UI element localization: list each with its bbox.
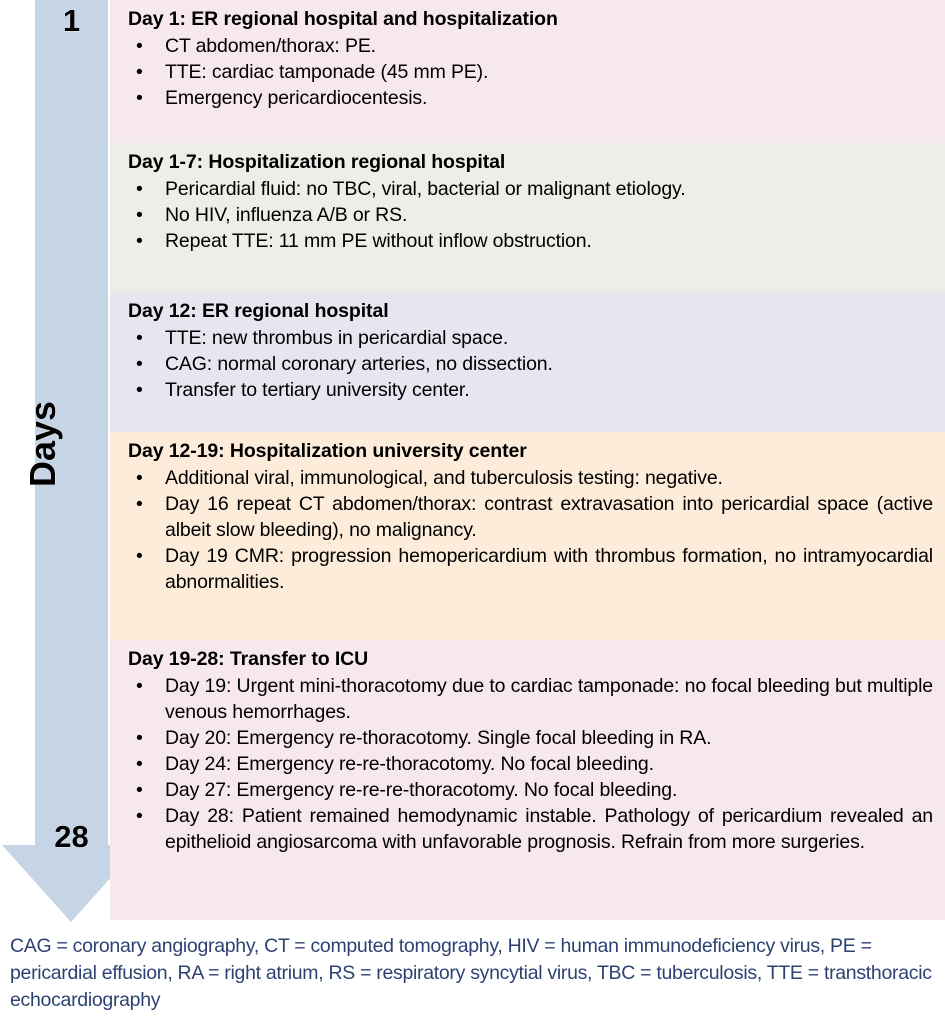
phase-bullet-text: No HIV, influenza A/B or RS. bbox=[165, 204, 408, 226]
bullet-point-icon: • bbox=[136, 327, 143, 349]
phase-title: Day 1: ER regional hospital and hospitalization bbox=[128, 8, 558, 30]
phase-bullet-text: TTE: new thrombus in pericardial space. bbox=[165, 327, 509, 349]
bullet-point-icon: • bbox=[136, 379, 143, 401]
bullet-point-icon: • bbox=[136, 353, 143, 375]
phase-bullet-item bbox=[128, 325, 933, 351]
phase-bullet-list bbox=[128, 673, 933, 855]
bullet-point-icon: • bbox=[136, 779, 143, 801]
phase-bullet-item bbox=[128, 33, 933, 59]
bullet-point-icon: • bbox=[136, 230, 143, 252]
phase-bullet-text: CAG: normal coronary arteries, no dissection. bbox=[165, 353, 553, 375]
phase-bullet-text: Pericardial fluid: no TBC, viral, bacterial or malignant etiology. bbox=[165, 178, 686, 200]
phase-bullet-text: Day 16 repeat CT abdomen/thorax: contrast extravasation into pericardial space (active albeit slow bleeding), no malignancy. bbox=[165, 493, 933, 541]
timeline-phase-panel bbox=[110, 143, 945, 292]
timeline-axis-label: Days bbox=[22, 400, 63, 488]
timeline-phase-stack bbox=[110, 0, 945, 920]
phase-bullet-text: CT abdomen/thorax: PE. bbox=[165, 35, 376, 57]
phase-title: Day 1-7: Hospitalization regional hospital bbox=[128, 151, 506, 173]
phase-bullet-text: Day 20: Emergency re-thoracotomy. Single focal bleeding in RA. bbox=[165, 727, 712, 749]
phase-bullet-item bbox=[128, 673, 933, 725]
phase-bullet-item bbox=[128, 176, 933, 202]
phase-bullet-text: Repeat TTE: 11 mm PE without inflow obstruction. bbox=[165, 230, 592, 252]
phase-bullet-text: Additional viral, immunological, and tuberculosis testing: negative. bbox=[165, 467, 723, 489]
bullet-point-icon: • bbox=[136, 675, 143, 697]
phase-bullet-item bbox=[128, 85, 933, 111]
phase-bullet-item bbox=[128, 377, 933, 403]
phase-bullet-item bbox=[128, 491, 933, 543]
phase-bullet-item bbox=[128, 59, 933, 85]
abbreviation-legend: CAG = coronary angiography, CT = computed tomography, HIV = human immunodeficiency virus, PE = pericardial effusion, RA = right atrium, RS = respiratory syncytial virus, TBC = tuberculosis, TTE = transthoracic echocardiography bbox=[10, 935, 932, 1011]
bullet-point-icon: • bbox=[136, 753, 143, 775]
phase-bullet-item bbox=[128, 751, 933, 777]
bullet-point-icon: • bbox=[136, 545, 143, 567]
phase-bullet-item bbox=[128, 228, 933, 254]
phase-bullet-text: Day 27: Emergency re-re-re-thoracotomy. No focal bleeding. bbox=[165, 779, 678, 801]
bullet-point-icon: • bbox=[136, 805, 143, 827]
bullet-point-icon: • bbox=[136, 204, 143, 226]
phase-bullet-text: Day 19: Urgent mini-thoracotomy due to cardiac tamponade: no focal bleeding but multiple venous hemorrhages. bbox=[165, 675, 933, 723]
phase-title: Day 12: ER regional hospital bbox=[128, 300, 389, 322]
phase-title: Day 19-28: Transfer to ICU bbox=[128, 648, 369, 670]
bullet-point-icon: • bbox=[136, 35, 143, 57]
bullet-point-icon: • bbox=[136, 467, 143, 489]
phase-bullet-item bbox=[128, 465, 933, 491]
phase-title: Day 12-19: Hospitalization university center bbox=[128, 440, 527, 462]
phase-bullet-list bbox=[128, 465, 933, 595]
phase-bullet-text: Day 24: Emergency re-re-thoracotomy. No focal bleeding. bbox=[165, 753, 654, 775]
phase-bullet-item bbox=[128, 202, 933, 228]
timeline-start-day-label: 1 bbox=[62, 3, 81, 38]
timeline-end-day-label: 28 bbox=[54, 819, 89, 854]
timeline-phase-panel bbox=[110, 640, 945, 920]
phase-bullet-item bbox=[128, 777, 933, 803]
phase-bullet-item bbox=[128, 803, 933, 855]
timeline-phase-panel bbox=[110, 432, 945, 640]
timeline-phase-panel bbox=[110, 0, 945, 143]
phase-bullet-text: TTE: cardiac tamponade (45 mm PE). bbox=[165, 61, 489, 83]
phase-bullet-list bbox=[128, 176, 933, 254]
bullet-point-icon: • bbox=[136, 87, 143, 109]
phase-bullet-text: Day 28: Patient remained hemodynamic instable. Pathology of pericardium revealed an epithelioid angiosarcoma with unfavorable prognosis. Refrain from more surgeries. bbox=[165, 805, 933, 853]
bullet-point-icon: • bbox=[136, 178, 143, 200]
phase-bullet-text: Day 19 CMR: progression hemopericardium with thrombus formation, no intramyocardial abnormalities. bbox=[165, 545, 933, 593]
phase-bullet-item bbox=[128, 543, 933, 595]
phase-bullet-text: Emergency pericardiocentesis. bbox=[165, 87, 428, 109]
bullet-point-icon: • bbox=[136, 493, 143, 515]
phase-bullet-text: Transfer to tertiary university center. bbox=[165, 379, 470, 401]
bullet-point-icon: • bbox=[136, 727, 143, 749]
timeline-phase-panel bbox=[110, 292, 945, 432]
phase-bullet-list bbox=[128, 33, 933, 111]
phase-bullet-item bbox=[128, 351, 933, 377]
phase-bullet-list bbox=[128, 325, 933, 403]
phase-bullet-item bbox=[128, 725, 933, 751]
bullet-point-icon: • bbox=[136, 61, 143, 83]
